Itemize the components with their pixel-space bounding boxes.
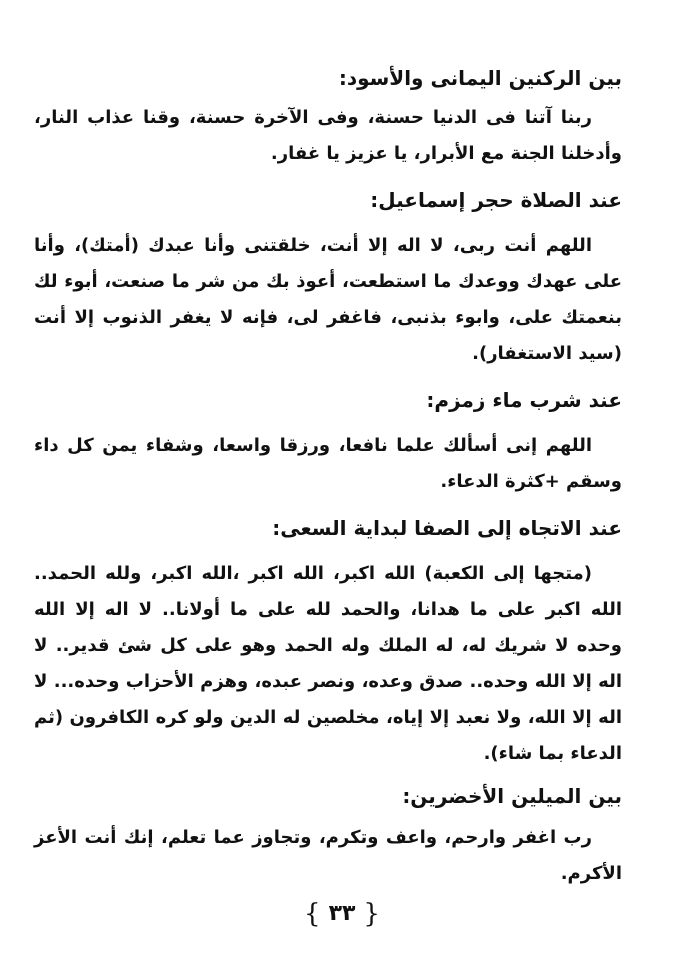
section-zamzam [34, 380, 622, 500]
page-number-value: ٣٣ [328, 901, 356, 926]
section-safa [34, 508, 622, 772]
section-paragraph: (متجها إلى الكعبة) الله اكبر، الله اكبر ،الله اكبر، ولله الحمد.. الله اكبر على ما هدانا، والحمد لله على ما أولانا.. لا اله إلا الله وحده لا شريك له، له الملك وله الحمد وهو على كل شئ قدير.. لا اله إلا الله وحده.. صدق وعده، ونصر عبده، وهزم الأحزاب وحده... لا اله إلا الله، ولا نعبد إلا إياه، مخلصين له الدين ولو كره الكافرون (ثم الدعاء بما شاء). [34, 563, 622, 764]
section-paragraph: اللهم أنت ربى، لا اله إلا أنت، خلقتنى وأنا عبدك (أمتك)، وأنا على عهدك ووعدك ما استطعت، أعوذ بك من شر ما صنعت، أبوء لك بنعمتك على، وابوء بذنبى، فاغفر لى، فإنه لا يغفر الذنوب إلا أنت (سيد الاستغفار). [34, 235, 622, 364]
section-paragraph: رب اغفر وارحم، واعف وتكرم، وتجاوز عما تعلم، إنك أنت الأعز الأكرم. [34, 827, 622, 884]
page-number [0, 896, 684, 932]
section-paragraph: اللهم إنى أسألك علما نافعا، ورزقا واسعا، وشفاء يمن كل داء وسقم +كثرة الدعاء. [34, 435, 622, 492]
section-heading: بين الركنين اليمانى والأسود: [338, 66, 622, 90]
close-brace: } [363, 899, 380, 929]
open-brace: { [304, 899, 321, 929]
section-paragraph: ربنا آتنا فى الدنيا حسنة، وفى الآخرة حسنة، وقنا عذاب النار، وأدخلنا الجنة مع الأبرار، يا عزيز يا غفار. [34, 107, 622, 164]
section-rukn-yamani [34, 58, 622, 172]
section-heading: عند شرب ماء زمزم: [426, 388, 622, 412]
section-green-markers [34, 776, 622, 892]
section-heading: عند الصلاة حجر إسماعيل: [370, 188, 622, 212]
page-content [34, 58, 622, 892]
section-heading: بين الميلين الأخضرين: [402, 784, 622, 808]
section-hijr-ismail [34, 180, 622, 372]
section-heading: عند الاتجاه إلى الصفا لبداية السعى: [272, 516, 622, 540]
